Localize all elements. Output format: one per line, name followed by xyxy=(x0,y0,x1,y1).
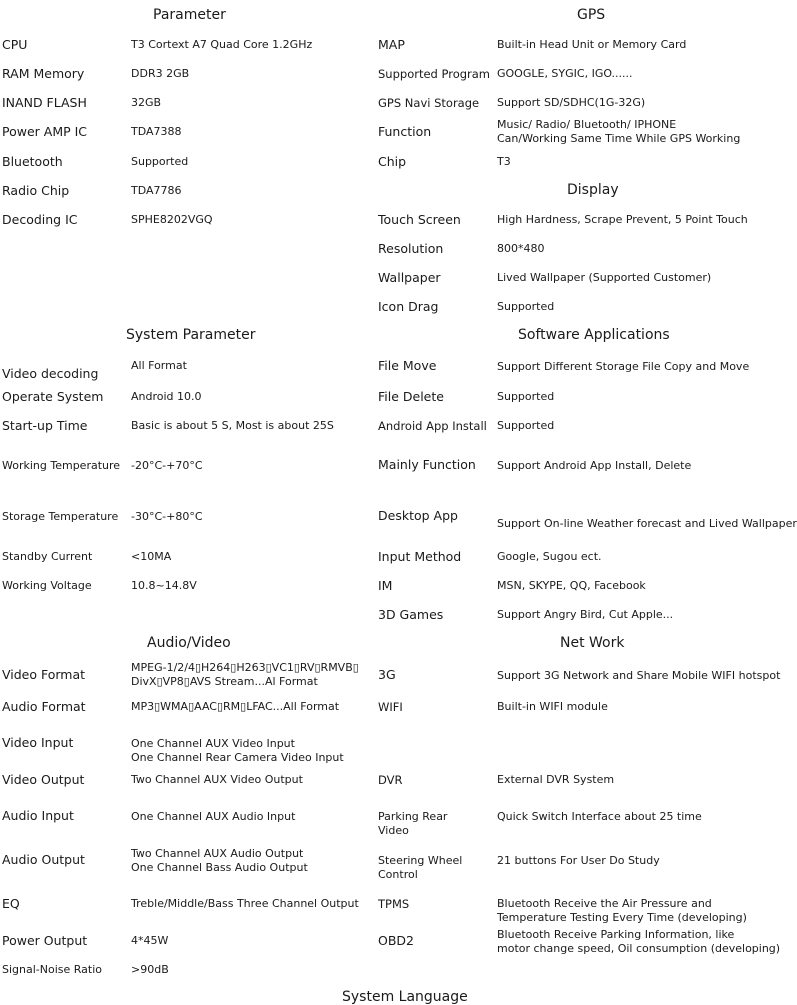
spec-value-desktop-app: Support On-line Weather forecast and Lived Wallpaper xyxy=(497,517,797,530)
spec-label-power-output: Power Output xyxy=(2,933,88,948)
spec-value-im: MSN, SKYPE, QQ, Facebook xyxy=(497,579,646,592)
spec-value-obd2-line1: Bluetooth Receive Parking Information, like xyxy=(497,928,735,941)
spec-value-decoding-ic: SPHE8202VGQ xyxy=(131,213,213,226)
spec-label-working-temperature: Working Temperature xyxy=(2,459,121,472)
spec-value-steering-wheel: 21 buttons For User Do Study xyxy=(497,854,660,867)
spec-label-wallpaper: Wallpaper xyxy=(378,270,441,285)
spec-label-chip: Chip xyxy=(378,154,407,169)
spec-label-dvr: DVR xyxy=(378,773,403,787)
spec-value-supported-program: GOOGLE, SYGIC, IGO...... xyxy=(497,67,633,80)
spec-value-inand: 32GB xyxy=(131,96,162,109)
spec-label-video-decoding: Video decoding xyxy=(2,366,99,381)
spec-label-eq: EQ xyxy=(2,896,20,911)
spec-value-video-format-line1: MPEG-1/2/4▯H264▯H263▯VC1▯RV▯RMVB▯ xyxy=(131,661,359,674)
spec-value-dvr: External DVR System xyxy=(497,773,615,786)
spec-label-gps-navi-storage: GPS Navi Storage xyxy=(378,96,480,110)
spec-value-icon-drag: Supported xyxy=(497,300,555,313)
spec-label-video-format: Video Format xyxy=(2,667,86,682)
spec-value-power-amp: TDA7388 xyxy=(131,125,182,138)
section-heading-system-parameter: System Parameter xyxy=(126,327,256,343)
section-heading-gps: GPS xyxy=(577,7,606,23)
spec-value-tpms-line2: Temperature Testing Every Time (developing) xyxy=(497,911,747,924)
spec-value-wifi: Built-in WIFI module xyxy=(497,700,608,713)
spec-value-wallpaper: Lived Wallpaper (Supported Customer) xyxy=(497,271,712,284)
spec-label-decoding-ic: Decoding IC xyxy=(2,212,78,227)
section-heading-audio-video: Audio/Video xyxy=(147,635,231,651)
section-heading-software-applications: Software Applications xyxy=(518,327,670,343)
spec-label-operate-system: Operate System xyxy=(2,389,104,404)
spec-value-audio-output-line2: One Channel Bass Audio Output xyxy=(131,861,308,874)
spec-label-inand: INAND FLASH xyxy=(2,95,87,110)
spec-value-video-input-line2: One Channel Rear Camera Video Input xyxy=(131,751,344,764)
spec-label-storage-temperature: Storage Temperature xyxy=(2,510,119,523)
spec-label-android-app-install: Android App Install xyxy=(378,419,487,433)
spec-label-parking-rear-line2: Video xyxy=(378,824,409,837)
spec-value-tpms-line1: Bluetooth Receive the Air Pressure and xyxy=(497,897,712,910)
spec-value-video-input-line1: One Channel AUX Video Input xyxy=(131,737,295,750)
spec-value-audio-format: MP3▯WMA▯AAC▯RM▯LFAC...All Format xyxy=(131,700,340,713)
spec-label-3d-games: 3D Games xyxy=(378,607,444,622)
spec-value-file-delete: Supported xyxy=(497,390,555,403)
spec-value-map: Built-in Head Unit or Memory Card xyxy=(497,38,687,51)
spec-label-file-delete: File Delete xyxy=(378,389,444,404)
spec-label-tpms: TPMS xyxy=(378,897,410,911)
spec-value-video-output: Two Channel AUX Video Output xyxy=(131,773,303,786)
spec-label-wifi: WIFI xyxy=(378,700,403,714)
spec-label-signal-noise-ratio: Signal-Noise Ratio xyxy=(2,963,103,976)
spec-value-radio-chip: TDA7786 xyxy=(131,184,182,197)
spec-value-bluetooth: Supported xyxy=(131,155,189,168)
spec-value-working-voltage: 10.8~14.8V xyxy=(131,579,197,592)
spec-value-signal-noise-ratio: >90dB xyxy=(131,963,169,976)
spec-value-mainly-function: Support Android App Install, Delete xyxy=(497,459,692,472)
spec-value-ram: DDR3 2GB xyxy=(131,67,190,80)
spec-value-chip: T3 xyxy=(497,155,511,168)
spec-value-touch-screen: High Hardness, Scrape Prevent, 5 Point Touch xyxy=(497,213,748,226)
spec-value-file-move: Support Different Storage File Copy and Move xyxy=(497,360,750,373)
spec-value-startup-time: Basic is about 5 S, Most is about 25S xyxy=(131,419,334,432)
spec-value-eq: Treble/Middle/Bass Three Channel Output xyxy=(131,897,359,910)
spec-label-parking-rear-line1: Parking Rear xyxy=(378,810,448,823)
spec-label-steering-wheel-line1: Steering Wheel xyxy=(378,854,463,867)
spec-label-audio-input: Audio Input xyxy=(2,808,74,823)
spec-label-audio-output: Audio Output xyxy=(2,852,85,867)
spec-value-gps-navi-storage: Support SD/SDHC(1G-32G) xyxy=(497,96,646,109)
spec-label-bluetooth: Bluetooth xyxy=(2,154,63,169)
spec-label-touch-screen: Touch Screen xyxy=(378,212,461,227)
spec-value-audio-input: One Channel AUX Audio Input xyxy=(131,810,296,823)
spec-label-steering-wheel-line2: Control xyxy=(378,868,418,881)
section-heading-system-language: System Language xyxy=(342,989,468,1005)
section-heading-display: Display xyxy=(567,182,619,198)
spec-label-radio-chip: Radio Chip xyxy=(2,183,70,198)
spec-label-video-output: Video Output xyxy=(2,772,85,787)
spec-value-video-format-line2: DivX▯VP8▯AVS Stream...Al Format xyxy=(131,675,318,688)
spec-label-cpu: CPU xyxy=(2,37,28,52)
spec-value-power-output: 4*45W xyxy=(131,934,169,947)
spec-value-obd2-line2: motor change speed, Oil consumption (developing) xyxy=(497,942,781,955)
spec-label-audio-format: Audio Format xyxy=(2,699,86,714)
spec-label-ram: RAM Memory xyxy=(2,66,85,81)
spec-label-map: MAP xyxy=(378,37,405,52)
spec-value-storage-temperature: -30°C-+80°C xyxy=(131,510,203,523)
section-heading-net-work: Net Work xyxy=(560,635,625,651)
spec-value-video-decoding: All Format xyxy=(131,359,187,372)
spec-label-input-method: Input Method xyxy=(378,549,462,564)
spec-label-function: Function xyxy=(378,124,432,139)
spec-label-3g: 3G xyxy=(378,667,396,682)
spec-label-mainly-function: Mainly Function xyxy=(378,457,476,472)
spec-label-obd2: OBD2 xyxy=(378,933,414,948)
spec-label-file-move: File Move xyxy=(378,358,437,373)
spec-value-resolution: 800*480 xyxy=(497,242,545,255)
spec-label-video-input: Video Input xyxy=(2,735,74,750)
spec-label-resolution: Resolution xyxy=(378,241,444,256)
spec-label-power-amp: Power AMP IC xyxy=(2,124,88,139)
spec-label-icon-drag: Icon Drag xyxy=(378,299,439,314)
spec-label-desktop-app: Desktop App xyxy=(378,508,458,523)
spec-value-android-app-install: Supported xyxy=(497,419,555,432)
spec-value-working-temperature: -20°C-+70°C xyxy=(131,459,203,472)
spec-label-startup-time: Start-up Time xyxy=(2,418,88,433)
spec-label-working-voltage: Working Voltage xyxy=(2,579,92,592)
spec-value-operate-system: Android 10.0 xyxy=(131,390,202,403)
spec-value-standby-current: <10MA xyxy=(131,550,172,563)
spec-label-supported-program: Supported Program xyxy=(378,67,491,81)
spec-value-cpu: T3 Cortext A7 Quad Core 1.2GHz xyxy=(131,38,313,51)
spec-value-function-line2: Can/Working Same Time While GPS Working xyxy=(497,132,741,145)
section-heading-parameter: Parameter xyxy=(153,7,226,23)
spec-value-audio-output-line1: Two Channel AUX Audio Output xyxy=(131,847,304,860)
spec-value-3d-games: Support Angry Bird, Cut Apple... xyxy=(497,608,674,621)
spec-value-function-line1: Music/ Radio/ Bluetooth/ IPHONE xyxy=(497,118,677,131)
spec-value-input-method: Google, Sugou ect. xyxy=(497,550,602,563)
spec-value-3g: Support 3G Network and Share Mobile WIFI hotspot xyxy=(497,669,781,682)
spec-label-im: IM xyxy=(378,578,393,593)
spec-value-parking-rear: Quick Switch Interface about 25 time xyxy=(497,810,702,823)
spec-label-standby-current: Standby Current xyxy=(2,550,93,563)
